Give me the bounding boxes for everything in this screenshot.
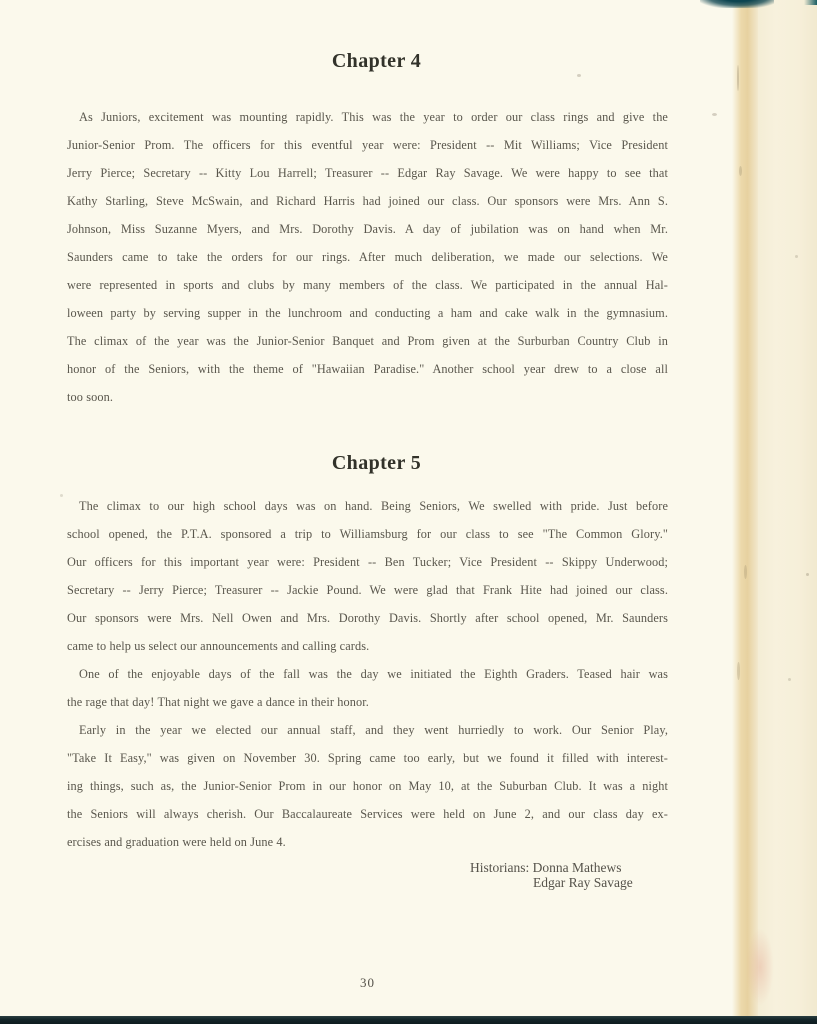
- text-line: Our sponsors were Mrs. Nell Owen and Mrs. Dorothy Davis. Shortly after school opened, Mr. Saunders: [67, 611, 668, 625]
- text-line: One of the enjoyable days of the fall was the day we initiated the Eighth Graders. Teased hair was: [79, 667, 668, 681]
- text-line: loween party by serving supper in the lunchroom and conducting a ham and cake walk in the gymnasium.: [67, 306, 668, 320]
- text-line: the rage that day! That night we gave a dance in their honor.: [67, 695, 369, 709]
- book-page-edge-strip: [732, 0, 758, 1024]
- text-line: As Juniors, excitement was mounting rapidly. This was the year to order our class rings and give the: [79, 110, 668, 124]
- text-line: The climax to our high school days was on hand. Being Seniors, We swelled with pride. Just before: [79, 499, 668, 513]
- historians-names-line: Historians: Donna Mathews: [470, 860, 622, 875]
- page-number: 30: [360, 975, 375, 990]
- text-line: Jerry Pierce; Secretary -- Kitty Lou Harrell; Treasurer -- Edgar Ray Savage. We were happy to see that: [67, 166, 668, 180]
- text-line: Saunders came to take the orders for our rings. After much deliberation, we made our selections. We: [67, 250, 668, 264]
- paragraph: [67, 492, 668, 660]
- scan-speck: [739, 166, 742, 176]
- scan-speck: [788, 678, 791, 681]
- text-line: Junior-Senior Prom. The officers for this eventful year were: President -- Mit Williams; Vice President: [67, 138, 668, 152]
- text-line: the Seniors will always cherish. Our Baccalaureate Services were held on June 2, and our class day ex-: [67, 807, 668, 821]
- text-line: Early in the year we elected our annual staff, and they went hurriedly to work. Our Senior Play,: [79, 723, 668, 737]
- book-cover-glimpse-top: [700, 0, 774, 8]
- chapter-4-heading: Chapter 4: [331, 50, 422, 72]
- historians-names-line: Edgar Ray Savage: [533, 875, 633, 890]
- text-line: were represented in sports and clubs by many members of the class. We participated in the annual Hal-: [67, 278, 668, 292]
- scan-smudge: [746, 928, 774, 1006]
- text-line: ing things, such as, the Junior-Senior Prom in our honor on May 10, at the Suburban Club. It was a night: [67, 779, 668, 793]
- paragraph: [67, 716, 668, 856]
- text-line: school opened, the P.T.A. sponsored a trip to Williamsburg for our class to see "The Common Glory.": [67, 527, 668, 541]
- text-line: Kathy Starling, Steve McSwain, and Richard Harris had joined our class. Our sponsors were Mrs. Ann S.: [67, 194, 668, 208]
- page-content: [67, 0, 668, 991]
- book-cover-glimpse-corner: [804, 0, 817, 5]
- historians-signature: [470, 860, 668, 890]
- chapter-4-text: [67, 103, 668, 411]
- scan-speck: [744, 565, 747, 579]
- scan-speck: [60, 494, 63, 497]
- text-line: The climax of the year was the Junior-Senior Banquet and Prom given at the Surburban Country Club in: [67, 334, 668, 348]
- text-line: came to help us select our announcements and calling cards.: [67, 639, 370, 653]
- text-line: "Take It Easy," was given on November 30. Spring came too early, but we found it filled with interest-: [67, 751, 668, 765]
- text-line: too soon.: [67, 390, 113, 404]
- scan-speck: [577, 74, 581, 77]
- scan-speck: [795, 255, 798, 258]
- book-page-edge-outer: [758, 0, 817, 1024]
- paragraph: [67, 660, 668, 716]
- scan-speck: [737, 662, 740, 680]
- text-line: Johnson, Miss Suzanne Myers, and Mrs. Dorothy Davis. A day of jubilation was on hand when Mr.: [67, 222, 668, 236]
- paragraph: [67, 103, 668, 411]
- text-line: Our officers for this important year were: President -- Ben Tucker; Vice President -- Skippy Underwood;: [67, 555, 668, 569]
- text-line: Secretary -- Jerry Pierce; Treasurer -- Jackie Pound. We were glad that Frank Hite had joined our class.: [67, 583, 668, 597]
- book-cover-bottom-edge: [0, 1016, 817, 1024]
- scan-speck: [806, 573, 809, 576]
- scan-speck: [712, 113, 717, 116]
- scan-speck: [737, 65, 739, 91]
- chapter-5-heading: Chapter 5: [331, 452, 422, 474]
- text-line: honor of the Seniors, with the theme of "Hawaiian Paradise." Another school year drew to a close all: [67, 362, 668, 376]
- text-line: ercises and graduation were held on June 4.: [67, 835, 286, 849]
- chapter-5-text: [67, 492, 668, 856]
